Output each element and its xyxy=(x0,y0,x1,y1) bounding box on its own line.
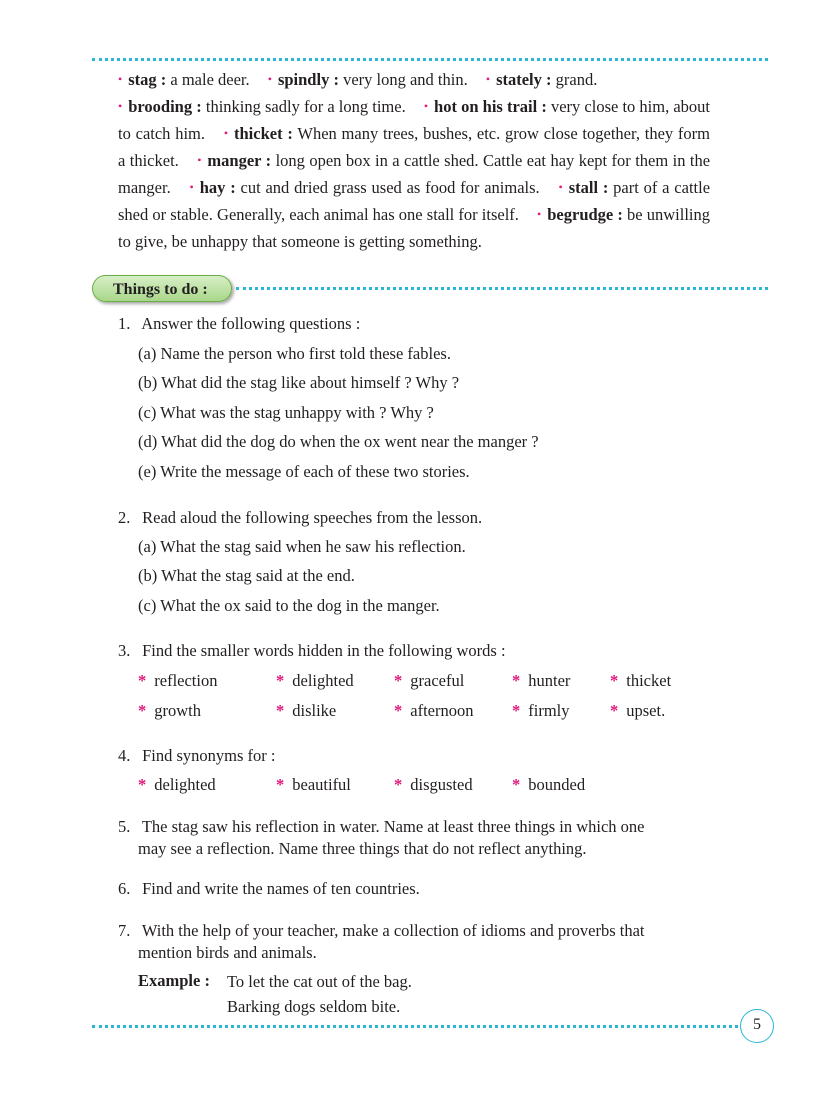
glossary-definition: thinking sadly for a long time. xyxy=(205,97,406,116)
glossary-term: spindly : xyxy=(277,70,339,89)
question-number: 4. xyxy=(118,746,131,765)
question-4 xyxy=(118,745,718,767)
sub-question: (c) What was the stag unhappy with ? Why ? xyxy=(138,403,434,422)
glossary-term: manger : xyxy=(207,151,272,170)
word-item: * delighted xyxy=(276,671,354,690)
question-text: Find synonyms for : xyxy=(142,746,276,765)
word-item: * reflection xyxy=(138,671,218,690)
example-line: To let the cat out of the bag. xyxy=(227,972,412,991)
section-heading-things-to-do: Things to do : xyxy=(92,275,232,302)
star-icon: * xyxy=(138,775,147,794)
glossary-definition: long open box in a cattle shed. Cattle eat hay kept for them in the manger. xyxy=(118,151,711,197)
glossary xyxy=(118,67,710,254)
glossary-definition: be unwilling to give, be unhappy that someone is getting something. xyxy=(118,205,710,251)
word-item: * beautiful xyxy=(276,775,351,794)
question-text-continued: may see a reflection. Name three things that do not reflect anything. xyxy=(138,839,587,858)
glossary-definition: cut and dried grass used as food for animals. xyxy=(240,178,540,197)
sub-question: (c) What the ox said to the dog in the manger. xyxy=(138,596,440,615)
question-6 xyxy=(118,878,718,900)
star-icon: * xyxy=(394,701,403,720)
word-item: * graceful xyxy=(394,671,465,690)
star-icon: * xyxy=(394,775,403,794)
question-text: Find the smaller words hidden in the following words : xyxy=(142,641,506,660)
glossary-definition: a male deer. xyxy=(170,70,250,89)
glossary-item xyxy=(118,70,250,89)
page-number: 5 xyxy=(740,1009,774,1043)
bullet-icon: • xyxy=(223,126,229,140)
word-item: * growth xyxy=(138,701,201,720)
bullet-icon: • xyxy=(189,180,194,194)
sub-question: (e) Write the message of each of these two stories. xyxy=(138,462,470,481)
question-number: 1. xyxy=(118,314,131,333)
word-item: * hunter xyxy=(512,671,571,690)
word-item: * disgusted xyxy=(394,775,473,794)
star-icon: * xyxy=(276,671,285,690)
word-item: * bounded xyxy=(512,775,586,794)
glossary-item xyxy=(486,70,597,89)
bullet-icon: • xyxy=(537,207,542,221)
word-item: * afternoon xyxy=(394,701,474,720)
glossary-term: stag : xyxy=(128,70,167,89)
glossary-term: thicket : xyxy=(234,124,293,143)
glossary-definition: grand. xyxy=(555,70,598,89)
question-2 xyxy=(118,507,718,529)
bullet-icon: • xyxy=(485,72,491,86)
question-5 xyxy=(118,816,718,838)
glossary-term: stately : xyxy=(496,70,552,89)
question-text: With the help of your teacher, make a collection of idioms and proverbs that xyxy=(141,921,645,940)
glossary-term: brooding : xyxy=(128,97,202,116)
star-icon: * xyxy=(610,701,619,720)
star-icon: * xyxy=(512,671,521,690)
word-item: * upset. xyxy=(610,701,666,720)
question-text: Find and write the names of ten countries. xyxy=(142,879,420,898)
sub-question: (b) What did the stag like about himself ? Why ? xyxy=(138,373,460,392)
bullet-icon: • xyxy=(267,72,272,86)
star-icon: * xyxy=(512,701,521,720)
star-icon: * xyxy=(138,671,147,690)
question-number: 6. xyxy=(118,879,131,898)
sub-question: (b) What the stag said at the end. xyxy=(138,566,355,585)
question-3 xyxy=(118,640,718,662)
example-line: Barking dogs seldom bite. xyxy=(227,997,401,1016)
star-icon: * xyxy=(610,671,619,690)
section-dotted-rule xyxy=(236,287,768,290)
star-icon: * xyxy=(276,701,285,720)
word-item: * delighted xyxy=(138,775,216,794)
example-label: Example : xyxy=(138,971,210,990)
bullet-icon: • xyxy=(118,99,123,113)
question-number: 5. xyxy=(118,817,131,836)
question-text: The stag saw his reflection in water. Name at least three things in which one xyxy=(141,817,645,836)
question-7 xyxy=(118,920,718,942)
bullet-icon: • xyxy=(118,72,123,86)
glossary-definition: very long and thin. xyxy=(343,70,468,89)
question-text-continued: mention birds and animals. xyxy=(138,943,317,962)
glossary-item xyxy=(268,70,468,89)
glossary-item xyxy=(190,178,540,197)
word-item: * firmly xyxy=(512,701,570,720)
star-icon: * xyxy=(276,775,285,794)
bullet-icon: • xyxy=(423,99,429,113)
glossary-definition: part of a cattle shed or stable. Generally, each animal has one stall for itself. xyxy=(118,178,711,224)
star-icon: * xyxy=(138,701,147,720)
sub-question: (d) What did the dog do when the ox went near the manger ? xyxy=(138,432,539,451)
question-number: 7. xyxy=(118,921,131,940)
bottom-dotted-rule xyxy=(92,1025,738,1028)
bullet-icon: • xyxy=(558,180,563,194)
question-number: 2. xyxy=(118,508,131,527)
glossary-term: hot on his trail : xyxy=(434,97,547,116)
question-text: Read aloud the following speeches from the lesson. xyxy=(142,508,483,527)
glossary-item xyxy=(118,97,406,116)
glossary-term: stall : xyxy=(568,178,609,197)
glossary-definition: When many trees, bushes, etc. grow close together, they form a thicket. xyxy=(118,124,711,170)
top-dotted-rule xyxy=(92,58,768,61)
question-1 xyxy=(118,313,718,335)
question-number: 3. xyxy=(118,641,131,660)
glossary-definition: very close to him, about to catch him. xyxy=(118,97,711,143)
star-icon: * xyxy=(394,671,403,690)
question-text: Answer the following questions : xyxy=(141,314,361,333)
word-item: * dislike xyxy=(276,701,337,720)
word-item: * thicket xyxy=(610,671,672,690)
sub-question: (a) Name the person who first told these fables. xyxy=(138,344,451,363)
sub-question: (a) What the stag said when he saw his reflection. xyxy=(138,537,466,556)
glossary-term: begrudge : xyxy=(547,205,623,224)
star-icon: * xyxy=(512,775,521,794)
bullet-icon: • xyxy=(197,153,202,167)
glossary-term: hay : xyxy=(199,178,236,197)
